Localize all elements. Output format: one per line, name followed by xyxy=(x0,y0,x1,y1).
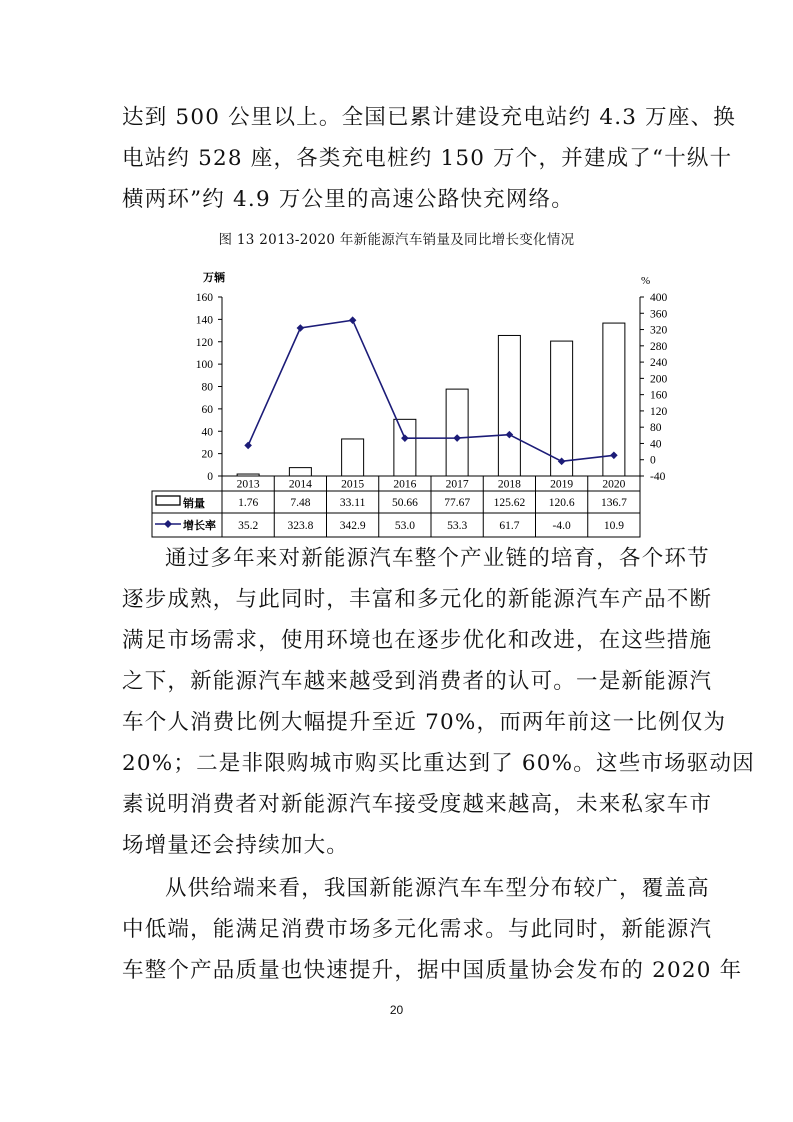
growth-data-label: 61.7 xyxy=(499,520,520,532)
text-line: 逐步成熟，与此同时，丰富和多元化的新能源汽车产品不断 xyxy=(122,587,713,612)
growth-data-label: 53.0 xyxy=(394,520,415,532)
right-tick-label: 0 xyxy=(650,454,656,467)
growth-data-label: 323.8 xyxy=(287,520,314,532)
sales-bar xyxy=(394,419,416,476)
left-tick-label: 20 xyxy=(201,448,213,461)
sales-bar xyxy=(498,335,520,476)
right-tick-label: 160 xyxy=(650,389,668,402)
text-line: 之下，新能源汽车越来越受到消费者的认可。一是新能源汽 xyxy=(122,669,713,694)
legend-growth-label: 增长率 xyxy=(183,520,216,532)
right-tick-label: 320 xyxy=(650,324,668,337)
category-label: 2015 xyxy=(341,478,365,491)
growth-data-label: 35.2 xyxy=(238,520,259,532)
text-line: 横两环”约 4.9 万公里的高速公路快充网络。 xyxy=(122,187,574,212)
figure-caption: 图 13 2013-2020 年新能源汽车销量及同比增长变化情况 xyxy=(218,232,575,248)
growth-rate-marker xyxy=(297,324,305,332)
left-tick-label: 0 xyxy=(207,471,213,483)
text-line: 车整个产品质量也快速提升，据中国质量协会发布的 2020 年 xyxy=(122,958,743,983)
left-tick-label: 160 xyxy=(195,292,213,304)
legend-bar-swatch xyxy=(156,496,180,505)
growth-data-label: 53.3 xyxy=(447,520,468,532)
text-line: 达到 500 公里以上。全国已累计建设充电站约 4.3 万座、换 xyxy=(122,105,736,130)
category-label: 2013 xyxy=(236,478,260,491)
category-label: 2019 xyxy=(550,478,574,491)
growth-data-label: -4.0 xyxy=(552,520,571,532)
sales-data-label: 120.6 xyxy=(548,497,575,509)
right-tick-label: 400 xyxy=(650,292,668,304)
right-tick-label: 40 xyxy=(650,438,662,451)
left-axis-unit: 万辆 xyxy=(203,272,225,284)
category-label: 2018 xyxy=(497,478,521,491)
left-tick-label: 120 xyxy=(195,336,213,349)
right-tick-label: 80 xyxy=(650,422,662,435)
text-line: 电站约 528 座，各类充电桩约 150 万个，并建成了“十纵十 xyxy=(122,146,733,171)
right-tick-label: 280 xyxy=(650,340,668,353)
text-line: 满足市场需求，使用环境也在逐步优化和改进，在这些措施 xyxy=(122,628,713,653)
sales-bar xyxy=(289,468,311,476)
paragraph-supply-side xyxy=(122,868,743,991)
sales-data-label: 136.7 xyxy=(600,497,627,509)
left-tick-label: 80 xyxy=(201,381,213,394)
sales-bar xyxy=(551,341,573,476)
sales-bar xyxy=(342,439,364,476)
sales-data-label: 125.62 xyxy=(493,497,526,509)
growth-data-label: 342.9 xyxy=(339,520,366,532)
category-label: 2020 xyxy=(602,478,626,491)
category-label: 2016 xyxy=(393,478,417,491)
text-line: 素说明消费者对新能源汽车接受度越来越高，未来私家车市 xyxy=(122,792,713,817)
growth-rate-marker xyxy=(349,316,357,324)
left-tick-label: 100 xyxy=(195,359,213,372)
sales-data-label: 1.76 xyxy=(238,497,259,509)
legend-sales-label: 销量 xyxy=(183,498,205,510)
right-tick-label: 240 xyxy=(650,357,668,370)
text-line: 20%；二是非限购城市购买比重达到了 60%。这些市场驱动因 xyxy=(122,751,755,776)
text-line: 车个人消费比例大幅提升至近 70%，而两年前这一比例仅为 xyxy=(122,710,727,735)
right-axis-unit: % xyxy=(641,275,651,287)
sales-data-label: 77.67 xyxy=(444,497,471,509)
left-tick-label: 140 xyxy=(195,314,213,327)
text-line: 场增量还会持续加大。 xyxy=(122,833,350,858)
right-tick-label: 200 xyxy=(650,373,668,386)
growth-data-label: 10.9 xyxy=(603,520,624,532)
right-tick-label: -40 xyxy=(650,471,666,483)
growth-rate-marker xyxy=(244,442,252,450)
left-tick-label: 40 xyxy=(201,426,213,439)
paragraph-consumer-acceptance xyxy=(122,538,755,866)
category-label: 2017 xyxy=(445,478,469,491)
legend-line-marker xyxy=(164,520,172,528)
text-line: 通过多年来对新能源汽车整个产业链的培育，各个环节 xyxy=(165,546,710,571)
sales-data-label: 50.66 xyxy=(391,497,418,509)
sales-data-label: 33.11 xyxy=(339,497,366,509)
right-tick-label: 120 xyxy=(650,405,668,418)
sales-data-label: 7.48 xyxy=(290,497,311,509)
right-tick-label: 360 xyxy=(650,308,668,321)
sales-bar xyxy=(446,389,468,476)
page-number: 20 xyxy=(389,1003,404,1017)
category-label: 2014 xyxy=(288,478,312,491)
left-tick-label: 60 xyxy=(201,403,213,416)
text-line: 中低端，能满足消费市场多元化需求。与此同时，新能源汽 xyxy=(122,917,713,942)
text-line: 从供给端来看，我国新能源汽车车型分布较广，覆盖高 xyxy=(165,876,710,901)
